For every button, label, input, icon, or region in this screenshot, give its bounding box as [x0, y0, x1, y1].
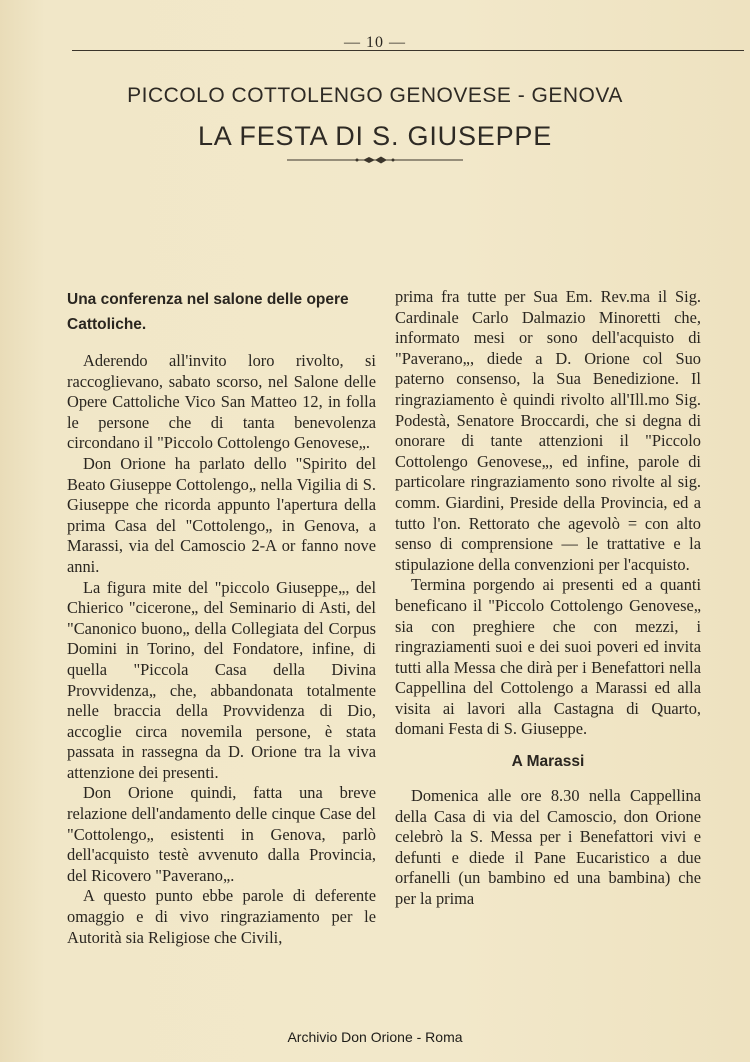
archive-footer: Archivio Don Orione - Roma	[287, 1029, 463, 1045]
right-column	[395, 287, 701, 910]
header-rule	[72, 50, 744, 51]
paragraph: Aderendo all'invito loro rivolto, si raccoglievano, sabato scorso, nel Salone delle Opere Cattoliche Vico San Matteo 12, in folla le persone che di tanta benevolenza circondano il "Piccolo Cottolengo Genovese„.	[67, 351, 376, 453]
paragraph: prima fra tutte per Sua Em. Rev.ma il Sig. Cardinale Carlo Dalmazio Minoretti che, informato mesi or sono dell'acquisto di "Paverano„, diede a D. Orione col Suo paterno consenso, la Sua Benedizione. Il ringraziamento è quindi rivolto all'Ill.mo Sig. Podestà, Senatore Broccardi, che si degna di onorare di tante attenzioni il "Piccolo Cottolengo Genovese„, ed infine, parole di particolare ringraziamento sono rivolte al sig. comm. Giardini, Preside della Provincia, ed a tutto l'on. Rettorato che agevolò = con alto senso di comprensione — le trattative e la stipulazione della convenzioni per l'acquisto.	[395, 287, 701, 574]
article-title: LA FESTA DI S. GIUSEPPE	[197, 121, 552, 151]
page-number: — 10 —	[344, 34, 406, 51]
paragraph: Termina porgendo ai presenti ed a quanti beneficano il "Piccolo Cottolengo Genovese„ sia con preghiere che con mezzi, i ringraziamenti suoi e dei suoi poveri ed invita tutti alla Messa che dirà per i Benefattori nella Cappellina del Cottolengo a Marassi ed alla visita ai lavori alla Castagna di Quarto, domani Festa di S. Giuseppe.	[395, 575, 701, 739]
paragraph: Don Orione ha parlato dello "Spirito del Beato Giuseppe Cottolengo„ nella Vigilia di S. Giuseppe che ricorda appunto l'apertura della prima Casa del "Cottolengo„ in Genova, a Marassi, via del Camoscio 2-A or fanno nove anni.	[67, 453, 376, 576]
paragraph: A questo punto ebbe parole di deferente omaggio e di vivo ringraziamento per le Autorità sia Religiose che Civili,	[67, 886, 376, 947]
section-heading-conference: Una conferenza nel salone delle opere Cattoliche.	[67, 291, 349, 333]
section-heading-marassi: A Marassi	[511, 753, 585, 771]
paragraph: Don Orione quindi, fatta una breve relazione dell'andamento delle cinque Case del "Cottolengo„ esistenti in Genova, parlò dell'acquisto testè avvenuto dalla Provincia, del Ricovero "Paverano„.	[67, 783, 376, 885]
left-column	[67, 287, 376, 948]
paragraph: Domenica alle ore 8.30 nella Cappellina della Casa di via del Camoscio, don Orione celebrò la S. Messa per i Benefattori vivi e defunti e diede il Pane Eucaristico a due orfanelli (un bambino ed una bambina) che per la prima	[395, 786, 701, 909]
article-subtitle: PICCOLO COTTOLENGO GENOVESE - GENOVA	[127, 84, 623, 107]
bleed-through-decoration	[470, 168, 720, 248]
paragraph: La figura mite del "piccolo Giuseppe„, del Chierico "cicerone„ del Seminario di Asti, del "Canonico buono„ della Collegiata del Corpus Domini in Torino, del Fondatore, infine, di quella "Piccola Casa della Divina Provvidenza„ che, abbandonata totalmente nelle braccia della Provvidenza di Dio, accoglie circa novemila persone, è stata passata in rassegna da D. Orione tra la viva attenzione dei presenti.	[67, 577, 376, 782]
title-ornament	[285, 154, 465, 166]
